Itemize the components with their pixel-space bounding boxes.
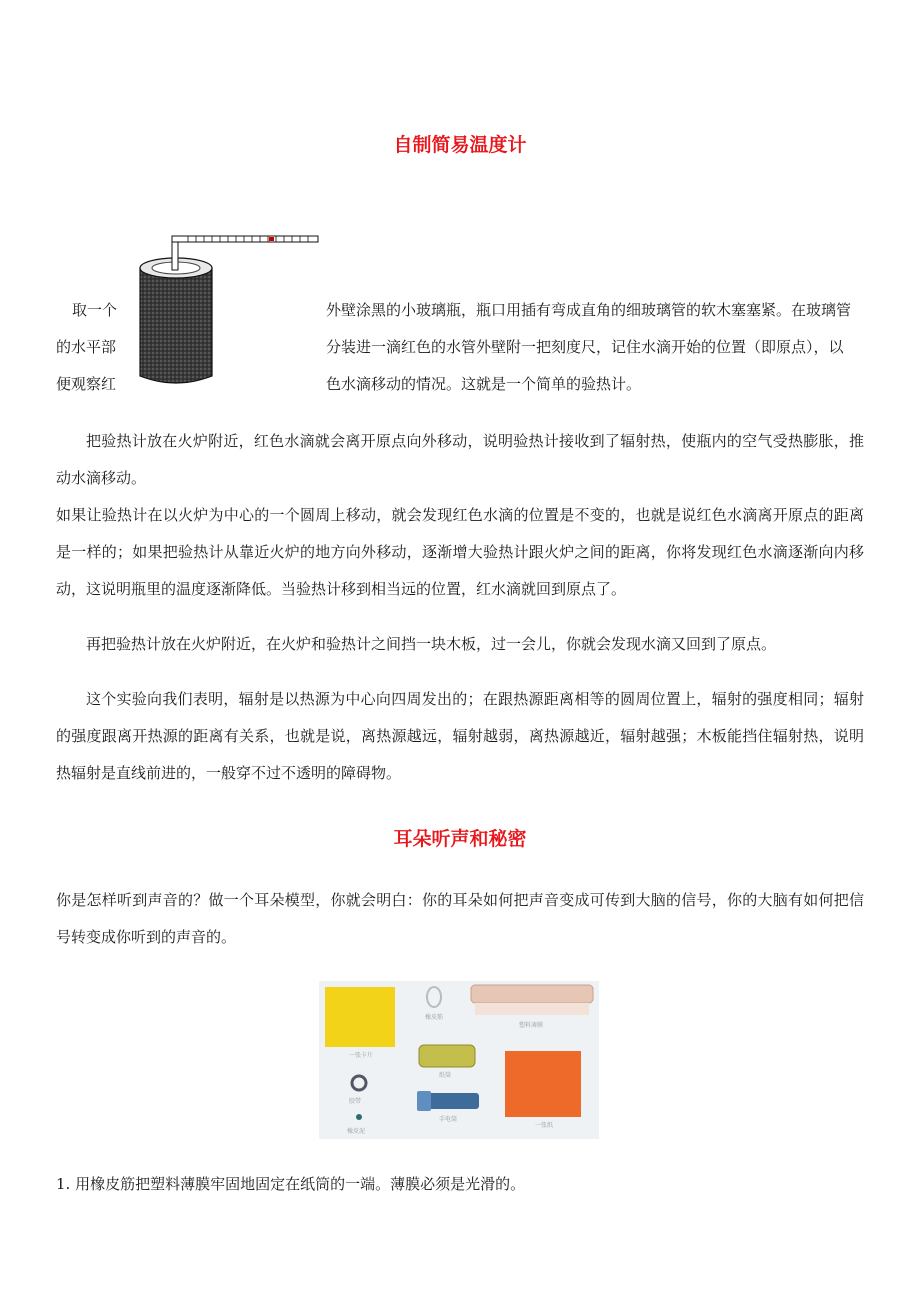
figure-label-paper: 一张纸 [535,1122,554,1129]
red-water-drop [269,237,274,241]
paragraph-3: 再把验热计放在火炉附近，在火炉和验热计之间挡一块木板，过一会儿，你就会发现水滴又回到了原点。 [86,635,777,653]
figure-label-rubber-band: 橡皮筋 [425,1014,444,1021]
step-1: 1. 用橡皮筋把塑料薄膜牢固地固定在纸筒的一端。薄膜必须是光滑的。 [56,1175,526,1193]
intro-left-2: 的水平部 [56,338,117,356]
putty [356,1114,362,1120]
yellow-card [325,987,395,1047]
intro-right-1: 外壁涂黑的小玻璃瓶，瓶口用插有弯成直角的细玻璃管的软木塞塞紧。在玻璃管 [326,301,852,319]
intro-right-3: 色水滴移动的情况。这就是一个简单的验热计。 [326,375,642,393]
section-title-ear: 耳朵听声和秘密 [393,828,527,850]
figure-label-paper-tube: 纸筒 [439,1072,452,1079]
figure-label-putty: 橡皮泥 [347,1128,366,1135]
materials-figure [319,981,599,1139]
section-title-thermometer: 自制简易温度计 [393,134,527,156]
intro-left-1: 取一个 [72,301,118,319]
paragraph-1: 把验热计放在火炉附近，红色水滴就会离开原点向外移动，说明验热计接收到了辐射热，使瓶内的空气受热膨胀，推动水滴移动。 [56,432,864,487]
plastic-film [471,985,593,1003]
orange-paper [505,1051,581,1117]
figure-label-flashlight: 手电筒 [439,1116,458,1123]
paper-tube [419,1045,475,1067]
figure-label-plastic-film: 塑料薄膜 [519,1022,544,1029]
ear-intro-paragraph: 你是怎样听到声音的？做一个耳朵模型，你就会明白：你的耳朵如何把声音变成可传到大脑的信号，你的大脑有如何把信号转变成你听到的声音的。 [56,891,864,946]
intro-right-2: 分装进一滴红色的水管外壁附一把刻度尺，记住水滴开始的位置（即原点），以 [326,338,844,356]
figure-label-card: 一张卡片 [349,1052,374,1059]
figure-label-tape: 胶带 [349,1098,362,1105]
thermometer-illustration [128,228,322,393]
paragraph-2: 如果让验热计在以火炉为中心的一个圆周上移动，就会发现红色水滴的位置是不变的，也就是说红色水滴离开原点的距离是一样的；如果把验热计从靠近火炉的地方向外移动，逐渐增大验热计跟火炉之间的距离，你将发现红色水滴逐渐向内移动，这说明瓶里的温度逐渐降低。当验热计移到相当远的位置，红水滴就回到原点了。 [56,506,864,598]
intro-left-3: 便观察红 [56,375,117,393]
paragraph-4: 这个实验向我们表明，辐射是以热源为中心向四周发出的；在跟热源距离相等的圆周位置上，辐射的强度相同；辐射的强度跟离开热源的距离有关系，也就是说，离热源越远，辐射越弱，离热源越近，辐射越强；木板能挡住辐射热，说明热辐射是直线前进的，一般穿不过不透明的障碍物。 [56,690,864,782]
